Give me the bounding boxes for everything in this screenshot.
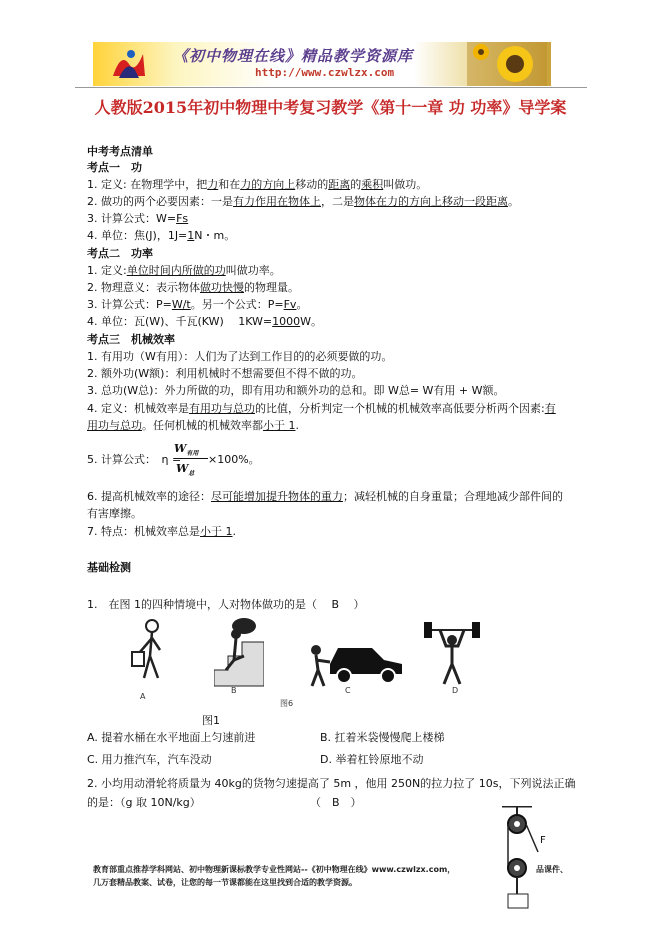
q1-option-b: B. 扛着米袋慢慢爬上楼梯 bbox=[320, 731, 445, 744]
kp3-line7: 7. 特点：机械效率总是小于 1. bbox=[87, 525, 236, 538]
fraction-bar bbox=[174, 458, 208, 459]
kp3-title: 考点三 机械效率 bbox=[87, 333, 175, 346]
header-divider bbox=[75, 87, 587, 88]
q1-option-a: A. 提着水桶在水平地面上匀速前进 bbox=[87, 731, 256, 744]
figure-title: 图1 bbox=[202, 714, 220, 727]
efficiency-formula-fraction bbox=[174, 442, 208, 478]
question-1: 1. 在图 1的四种情境中，人对物体做功的是（ B ） bbox=[87, 598, 365, 611]
kp3-line6: 6. 提高机械效率的途径：尽可能增加提升物体的重力；减轻机械的自身重量；合理地减少部件间的 bbox=[87, 490, 563, 503]
sunflower-icon bbox=[467, 42, 547, 86]
q1-option-c: C. 用力推汽车，汽车没动 bbox=[87, 753, 212, 766]
figure-label-d: D bbox=[452, 686, 459, 695]
banner-url[interactable]: http://www.czwlzx.com bbox=[255, 66, 395, 79]
kp1-line4: 4. 单位：焦(J)，1J=1N・m。 bbox=[87, 229, 236, 242]
kp2-line1: 1. 定义:单位时间内所做的功叫做功率。 bbox=[87, 264, 281, 277]
footer-right-fragment: 品课件、 bbox=[536, 865, 568, 874]
banner-title: 《初中物理在线》精品教学资源库 bbox=[173, 47, 414, 65]
formula-denominator: $W_总$ bbox=[176, 462, 195, 478]
scenario-a-bucket-icon bbox=[124, 618, 168, 688]
formula-numerator: $W_{有用}$ bbox=[174, 442, 199, 458]
kp3-line3: 3. 总功(W总)：外力所做的功，即有用功和额外功的总和。即 W总= W有用 + W额。 bbox=[87, 384, 505, 397]
question-2-answer: （ B ） bbox=[310, 796, 362, 809]
scenario-d-barbell-icon bbox=[422, 620, 482, 688]
question-2-line1: 2. 小均用动滑轮将质量为 40kg的货物匀速提高了 5m ，他用 250N的拉力拉了 10s，下列说法正确 bbox=[87, 777, 576, 790]
kp2-title: 考点二 功率 bbox=[87, 247, 153, 260]
kp2-line2: 2. 物理意义：表示物体做功快慢的物理量。 bbox=[87, 281, 299, 294]
section-heading-checklist: 中考考点清单 bbox=[87, 145, 153, 158]
footer-note bbox=[93, 863, 493, 889]
site-logo-icon bbox=[109, 46, 149, 82]
kp1-title: 考点一 功 bbox=[87, 161, 142, 174]
scenario-b-stairs-icon bbox=[214, 616, 264, 688]
kp3-line4: 4. 定义：机械效率是有用功与总功的比值，分析判定一个机械的机械效率高低要分析两个因素:有 bbox=[87, 402, 556, 415]
question-2-line2: 的是：（g 取 10N/kg） bbox=[87, 796, 201, 809]
document-title: 人教版2015年初中物理中考复习教学《第十一章 功 功率》导学案 bbox=[94, 98, 567, 117]
figure-caption: 图6 bbox=[280, 699, 294, 708]
kp1-line2: 2. 做功的两个必要因素：一是有力作用在物体上，二是物体在力的方向上移动一段距离。 bbox=[87, 195, 519, 208]
kp3-line2: 2. 额外功(W额)：利用机械时不想需要但不得不做的功。 bbox=[87, 367, 363, 380]
q1-option-d: D. 举着杠铃原地不动 bbox=[320, 753, 424, 766]
kp3-line6-cont: 有害摩擦。 bbox=[87, 507, 142, 520]
section-heading-basic-test: 基础检测 bbox=[87, 561, 131, 574]
kp2-line3: 3. 计算公式：P=W/t。另一个公式：P=Fv。 bbox=[87, 298, 308, 311]
kp1-line3: 3. 计算公式：W=Fs bbox=[87, 212, 189, 225]
figure-label-a: A bbox=[140, 692, 146, 701]
figure-1-scenarios bbox=[118, 616, 478, 712]
kp3-line5-tail: ×100%。 bbox=[208, 453, 260, 466]
figure-label-c: C bbox=[345, 686, 351, 695]
pulley-force-label: F bbox=[540, 835, 546, 846]
site-banner bbox=[93, 42, 551, 86]
footer-line2: 几万套精品教案、试卷，让您的每一节课都能在这里找到合适的教学资源。 bbox=[93, 878, 357, 887]
kp3-line5-label: 5. 计算公式： η = bbox=[87, 453, 182, 466]
scenario-c-car-icon bbox=[308, 628, 404, 688]
pulley-diagram-icon bbox=[492, 806, 552, 914]
kp2-line4: 4. 单位：瓦(W)、千瓦(KW) 1KW=1000W。 bbox=[87, 315, 323, 328]
kp3-line4-cont: 用功与总功。任何机械的机械效率都小于 1. bbox=[87, 419, 299, 432]
kp3-line1: 1. 有用功（W有用）：人们为了达到工作目的的必须要做的功。 bbox=[87, 350, 393, 363]
figure-label-b: B bbox=[231, 686, 237, 695]
kp1-line1: 1. 定义: 在物理学中，把力和在力的方向上移动的距离的乘积叫做功。 bbox=[87, 178, 428, 191]
footer-line1: 教育部重点推荐学科网站、初中物理新课标教学专业性网站--《初中物理在线》www.czwlzx.com， bbox=[93, 865, 456, 874]
